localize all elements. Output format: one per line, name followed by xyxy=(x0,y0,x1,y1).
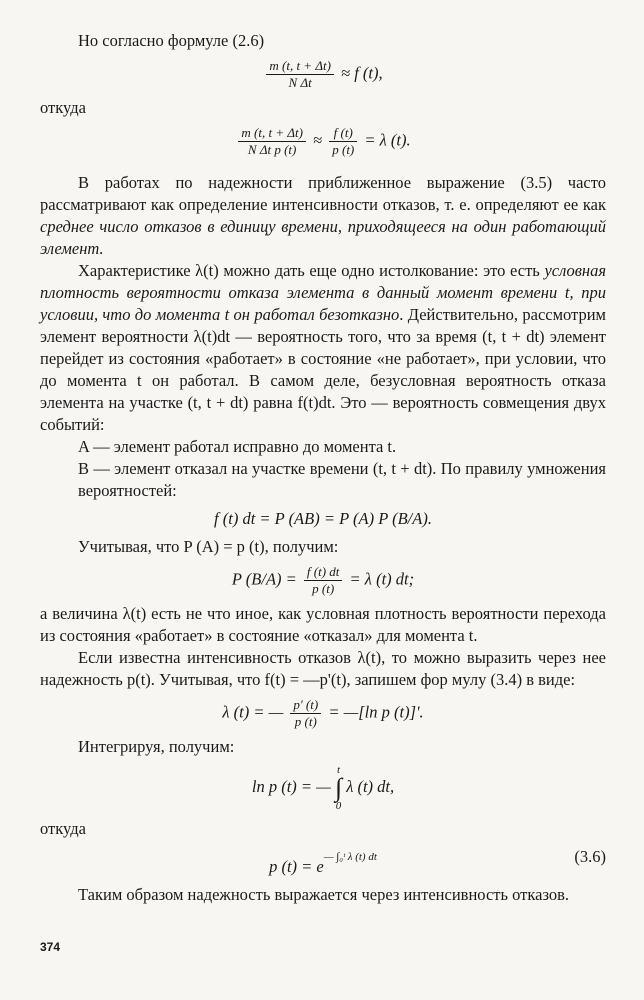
text-line: Учитывая, что P (A) = p (t), получим: xyxy=(78,537,339,556)
paragraph: Если известна интенсивность отказов λ(t), то можно выразить через нее надежность p(t). Учитывая, что f(t) = —p'(t), запишем фор мулу (3.4) в виде: xyxy=(40,648,606,689)
text-line: Но согласно формуле (2.6) xyxy=(78,31,265,50)
text-line: откуда xyxy=(40,98,86,117)
formula-6: ln p (t) = — t ∫ 0 λ (t) dt, xyxy=(251,764,395,812)
event-b: B — элемент отказал на участке времени (t, t + dt). По правилу умножения вероятностей: xyxy=(78,459,606,500)
formula-2: $\frac{m (t, t + \Delta t)}{\text{N Δt p (t)}}$ ≈ $\frac{f (t)}{p (t)}$ = λ (t). xyxy=(40,125,606,158)
paragraph: Таким образом надежность выражается через интенсивность отказов. xyxy=(78,885,570,904)
page-body xyxy=(40,30,606,906)
page-number: 374 xyxy=(40,940,61,954)
formula-7: p (t) = e— ∫₀ᵗ λ (t) dt (3.6) xyxy=(269,847,606,876)
event-a: A — элемент работал исправно до момента t. xyxy=(78,437,397,456)
equation-number: (3.6) xyxy=(574,847,606,866)
paragraph: Характеристике λ(t) можно дать еще одно истолкование: это есть условная плотность вероятности отказа элемента в данный момент времени t, при условии, что до момента t он работал безотказно. Действительно, рассмотрим элемент вероятности λ(t)dt — вероятность того, что за время (t, t + dt) элемент перейдет из состояния «работает» в состояние «не работает», при условии, что до момента t он работал. В самом деле, безусловная вероятность отказа элемента на участке (t, t + dt) равна f(t)dt. Это — вероятность совмещения двух событий: xyxy=(40,261,606,434)
formula-3: f (t) dt = P (AB) = P (A) P (B/A). xyxy=(214,509,432,528)
formula-5: λ (t) = — $\frac{p' (t)}{p (t)}$ = —[ln p (t)]'. xyxy=(222,697,424,729)
formula-1: $\frac{m (t, t + \Delta t)}{\text{N Δt}}$ ≈ f (t), xyxy=(40,58,606,91)
text-line: откуда xyxy=(40,819,86,838)
paragraph: а величина λ(t) есть не что иное, как условная плотность вероятности перехода из состояния «работает» в состояние «отказал» для момента t. xyxy=(40,604,606,645)
formula-4: P (B/A) = $\frac{f (t) dt}{p (t)}$ = λ (t) dt; xyxy=(231,564,415,596)
text-line: Интегрируя, получим: xyxy=(78,737,235,756)
paragraph: В работах по надежности приближенное выражение (3.5) часто рассматривают как определение интенсивности отказов, т. е. определяют ее как среднее число отказов в единицу времени, приходящееся на один работающий элемент. xyxy=(40,173,606,258)
